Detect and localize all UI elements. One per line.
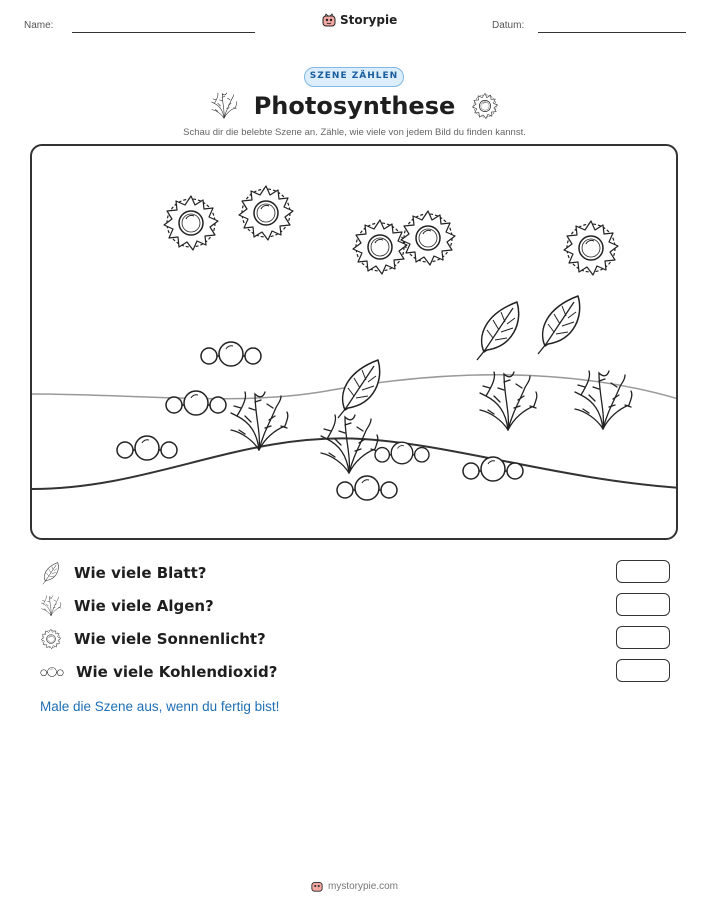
sun-icon	[40, 627, 62, 651]
closing-instruction: Male die Szene aus, wenn du fertig bist!	[40, 699, 280, 714]
question-text: Wie viele Blatt?	[74, 564, 207, 582]
sun-icon[interactable]	[353, 220, 407, 274]
name-label: Name:	[24, 20, 54, 31]
footer	[0, 880, 709, 892]
storypie-logo-icon	[322, 13, 336, 27]
co2-molecule-icon[interactable]	[463, 457, 523, 481]
sun-icon	[471, 92, 499, 120]
co2-molecule-icon[interactable]	[337, 476, 397, 500]
sun-icon[interactable]	[401, 211, 455, 265]
counting-scene[interactable]	[30, 144, 678, 540]
sun-icon[interactable]	[564, 221, 618, 275]
sun-icon[interactable]	[239, 186, 293, 240]
page-title: Photosynthese	[253, 92, 456, 120]
question-sunlight	[40, 626, 670, 652]
activity-badge: SZENE ZÄHLEN	[304, 67, 404, 87]
algae-icon	[210, 92, 238, 120]
question-algae	[40, 593, 670, 619]
title-row	[0, 92, 709, 120]
leaf-icon[interactable]	[538, 296, 580, 354]
leaf-icon	[40, 561, 62, 585]
question-text: Wie viele Algen?	[74, 597, 214, 615]
answer-box-sunlight[interactable]	[616, 626, 670, 649]
algae-icon[interactable]	[231, 392, 288, 450]
footer-url[interactable]: mystorypie.com	[327, 880, 398, 892]
instructions: Schau dir die belebte Szene an. Zähle, wie viele von jedem Bild du finden kannst.	[183, 127, 526, 138]
question-co2	[40, 659, 670, 685]
answer-box-co2[interactable]	[616, 659, 670, 682]
leaf-icon[interactable]	[338, 360, 380, 418]
co2-molecule-icon[interactable]	[201, 342, 261, 366]
answer-box-algae[interactable]	[616, 593, 670, 616]
co2-molecule-icon	[40, 660, 64, 684]
question-leaf	[40, 560, 670, 586]
scene-canvas	[32, 146, 676, 538]
leaf-icon[interactable]	[477, 302, 519, 360]
question-text: Wie viele Kohlendioxid?	[76, 663, 278, 681]
storypie-logo-icon	[311, 880, 323, 892]
sun-icon[interactable]	[164, 196, 218, 250]
answer-box-leaf[interactable]	[616, 560, 670, 583]
algae-icon	[40, 594, 62, 618]
name-line[interactable]	[72, 32, 255, 33]
co2-molecule-icon[interactable]	[166, 391, 226, 415]
date-line[interactable]	[538, 32, 686, 33]
question-text: Wie viele Sonnenlicht?	[74, 630, 266, 648]
brand	[322, 13, 397, 27]
algae-icon[interactable]	[480, 372, 537, 430]
brand-name: Storypie	[340, 13, 398, 27]
date-label: Datum:	[492, 20, 525, 31]
co2-molecule-icon[interactable]	[117, 436, 177, 460]
algae-icon[interactable]	[321, 415, 378, 473]
